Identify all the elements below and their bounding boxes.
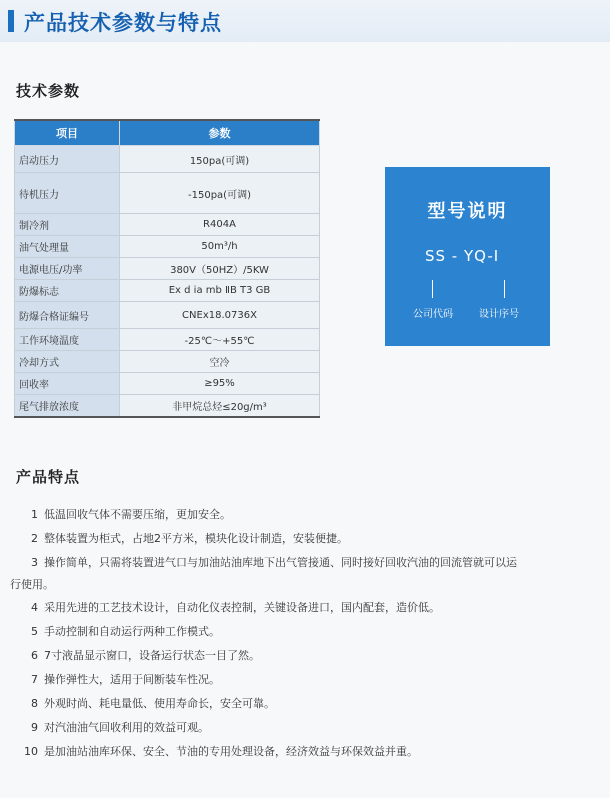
row-item: 防爆合格证编号 [15, 302, 120, 329]
table-row [15, 258, 320, 280]
table-row [15, 351, 320, 373]
row-item: 启动压力 [15, 146, 120, 173]
table-row [15, 395, 320, 418]
list-item [10, 740, 602, 764]
row-item: 电源电压/功率 [15, 258, 120, 280]
model-card-title: 型号说明 [427, 201, 508, 222]
row-value: Ex d ia mb ⅡB T3 GB [120, 280, 320, 302]
item-number: 3 [31, 556, 38, 569]
item-number: 10 [24, 745, 38, 758]
table-row [15, 329, 320, 351]
tech-params-heading: 技术参数 [16, 82, 81, 100]
row-item: 尾气排放浓度 [15, 395, 120, 418]
table-row [15, 146, 320, 173]
column-header-value: 参数 [120, 120, 320, 146]
table-row [15, 280, 320, 302]
item-number: 5 [31, 625, 38, 638]
row-item: 回收率 [15, 373, 120, 395]
row-value: CNEx18.0736X [120, 302, 320, 329]
row-value: 380V（50HZ）/5KW [120, 258, 320, 280]
item-text: 采用先进的工艺技术设计，自动化仪表控制，关键设备进口，国内配套，造价低。 [44, 601, 440, 614]
row-value: R404A [120, 214, 320, 236]
row-item: 油气处理量 [15, 236, 120, 258]
row-value: -150pa(可调) [120, 173, 320, 214]
list-item [10, 596, 602, 620]
row-item: 防爆标志 [15, 280, 120, 302]
item-number: 4 [31, 601, 38, 614]
row-value: -25℃～+55℃ [120, 329, 320, 351]
item-number: 6 [31, 649, 38, 662]
row-item: 冷却方式 [15, 351, 120, 373]
item-text: 是加油站油库环保、安全、节油的专用处理设备，经济效益与环保效益并重。 [44, 745, 418, 758]
label-company-code: 公司代码 [413, 309, 453, 320]
features-list [10, 503, 602, 764]
item-text: 操作简单，只需将装置进气口与加油站油库地下出气管接通、同时接好回收汽油的回流管就可以运 [44, 556, 517, 569]
list-item [10, 692, 602, 716]
row-value: 空冷 [120, 351, 320, 373]
bracket-left-line [432, 280, 433, 298]
model-code: SS - YQ-I [425, 247, 500, 265]
table-header-row [15, 120, 320, 146]
item-number: 1 [31, 508, 38, 521]
item-text: 操作弹性大，适用于间断装车性况。 [44, 673, 220, 686]
row-value: 150pa(可调) [120, 146, 320, 173]
row-value: 50m³/h [120, 236, 320, 258]
row-item: 工作环境温度 [15, 329, 120, 351]
item-number: 9 [31, 721, 38, 734]
item-text: 对汽油油气回收利用的效益可观。 [44, 721, 209, 734]
item-number: 2 [31, 532, 38, 545]
list-item [10, 716, 602, 740]
item-text-continued: 行使用。 [10, 578, 54, 591]
header-accent [8, 10, 14, 32]
bracket-right-line [504, 280, 505, 298]
item-text: 手动控制和自动运行两种工作模式。 [44, 625, 220, 638]
row-value: 非甲烷总烃≤20g/m³ [120, 395, 320, 418]
list-item [10, 551, 602, 596]
item-text: 整体装置为柜式，占地2平方米，模块化设计制造，安装便捷。 [44, 532, 348, 545]
table-row [15, 214, 320, 236]
item-text: 7寸液晶显示窗口，设备运行状态一目了然。 [44, 649, 260, 662]
model-card [385, 167, 550, 346]
table-row [15, 236, 320, 258]
item-number: 7 [31, 673, 38, 686]
item-number: 8 [31, 697, 38, 710]
list-item [10, 668, 602, 692]
page-title: 产品技术参数与特点 [24, 11, 222, 35]
params-table [14, 119, 320, 418]
list-item [10, 620, 602, 644]
table-row [15, 173, 320, 214]
item-text: 低温回收气体不需要压缩，更加安全。 [44, 508, 231, 521]
label-design-number: 设计序号 [479, 309, 519, 320]
row-item: 待机压力 [15, 173, 120, 214]
item-text: 外观时尚、耗电量低、使用寿命长，安全可靠。 [44, 697, 275, 710]
row-item: 制冷剂 [15, 214, 120, 236]
features-heading: 产品特点 [16, 468, 81, 486]
list-item [10, 503, 602, 527]
list-item [10, 527, 602, 551]
table-row [15, 373, 320, 395]
list-item [10, 644, 602, 668]
row-value: ≥95% [120, 373, 320, 395]
column-header-item: 项目 [15, 120, 120, 146]
table-row [15, 302, 320, 329]
